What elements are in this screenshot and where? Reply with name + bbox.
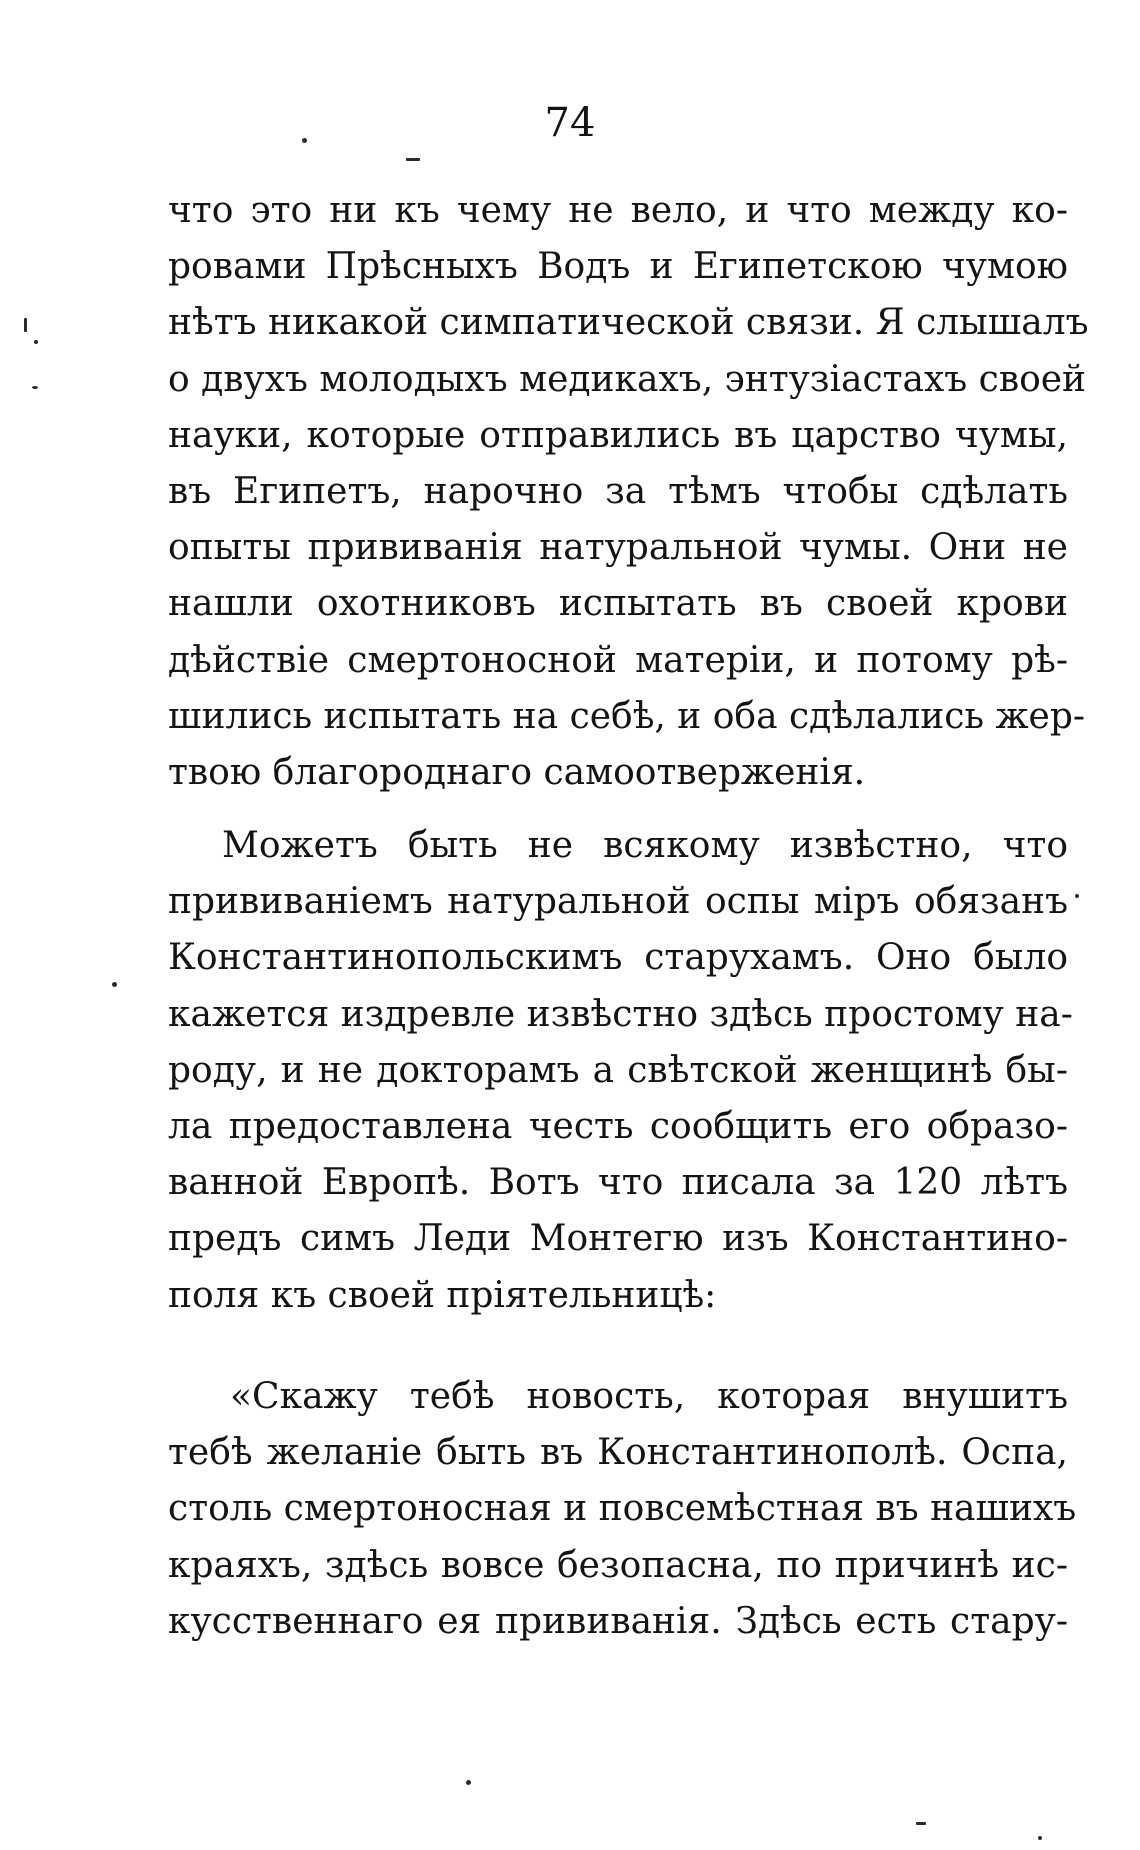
text-line: ла предоставлена честь сообщить его образо-: [168, 1105, 1068, 1147]
text-line: твою благороднаго самоотверженія.: [168, 751, 866, 793]
text-line: нашли охотниковъ испытать въ своей крови: [168, 583, 1068, 625]
text-line: Константинопольскимъ старухамъ. Оно было: [168, 937, 1068, 979]
text-line: предъ симъ Леди Монтегю изъ Константино-: [168, 1218, 1068, 1260]
scan-speck: [24, 318, 27, 332]
paragraph-3: [168, 1369, 1077, 1650]
text-line: о двухъ молодыхъ медикахъ, энтузіастахъ своей: [168, 358, 1087, 400]
text-line: прививаніемъ натуральной оспы міръ обязанъ: [168, 881, 1068, 923]
text-line: столь смертоносная и повсемѣстная въ нашихъ: [168, 1488, 1077, 1530]
scan-speck: [302, 138, 307, 143]
text-line: ванной Европѣ. Вотъ что писала за 120 лѣтъ: [168, 1162, 1068, 1204]
text-line: тебѣ желаніе быть въ Константинополѣ. Оспа,: [168, 1432, 1068, 1474]
text-line: науки, которые отправились въ царство чумы,: [168, 414, 1068, 456]
paragraph-1: [168, 183, 1089, 801]
text-line: «Скажу тебѣ новость, которая внушитъ: [230, 1376, 1068, 1417]
scan-speck: [32, 386, 38, 389]
page-number: 74: [544, 100, 596, 146]
text-line: шились испытать на себѣ, и оба сдѣлались жер-: [168, 695, 1086, 737]
text-line: ровами Прѣсныхъ Водъ и Египетскою чумою: [168, 246, 1068, 288]
text-line: опыты прививанія натуральной чумы. Они не: [168, 527, 1068, 569]
text-line: поля къ своей пріятельницѣ:: [168, 1274, 717, 1316]
scan-speck: [406, 158, 420, 161]
text-line: кусственнаго ея прививанія. Здѣсь есть стару-: [168, 1600, 1068, 1642]
scan-speck: [1075, 894, 1079, 898]
scan-speck: [112, 982, 117, 987]
text-line: роду, и не докторамъ а свѣтской женщинѣ бы-: [168, 1049, 1068, 1091]
scan-speck: [916, 1822, 926, 1825]
text-line: нѣтъ никакой симпатической связи. Я слышалъ: [168, 302, 1089, 344]
text-line: дѣйствіе смертоносной матеріи, и потому рѣ-: [168, 639, 1068, 681]
scan-speck: [466, 1780, 471, 1785]
text-line: краяхъ, здѣсь вовсе безопасна, по причинѣ ис-: [168, 1544, 1068, 1586]
text-line: что это ни къ чему не вело, и что между ко-: [168, 190, 1068, 231]
scan-speck: [1038, 1836, 1042, 1840]
text-line: въ Египетъ, нарочно за тѣмъ чтобы сдѣлать: [168, 470, 1068, 512]
text-line: кажется издревле извѣстно здѣсь простому на-: [168, 993, 1073, 1035]
scan-speck: [34, 340, 38, 344]
paragraph-2: [168, 818, 1073, 1324]
text-line: Можетъ быть не всякому извѣстно, что: [222, 825, 1068, 866]
